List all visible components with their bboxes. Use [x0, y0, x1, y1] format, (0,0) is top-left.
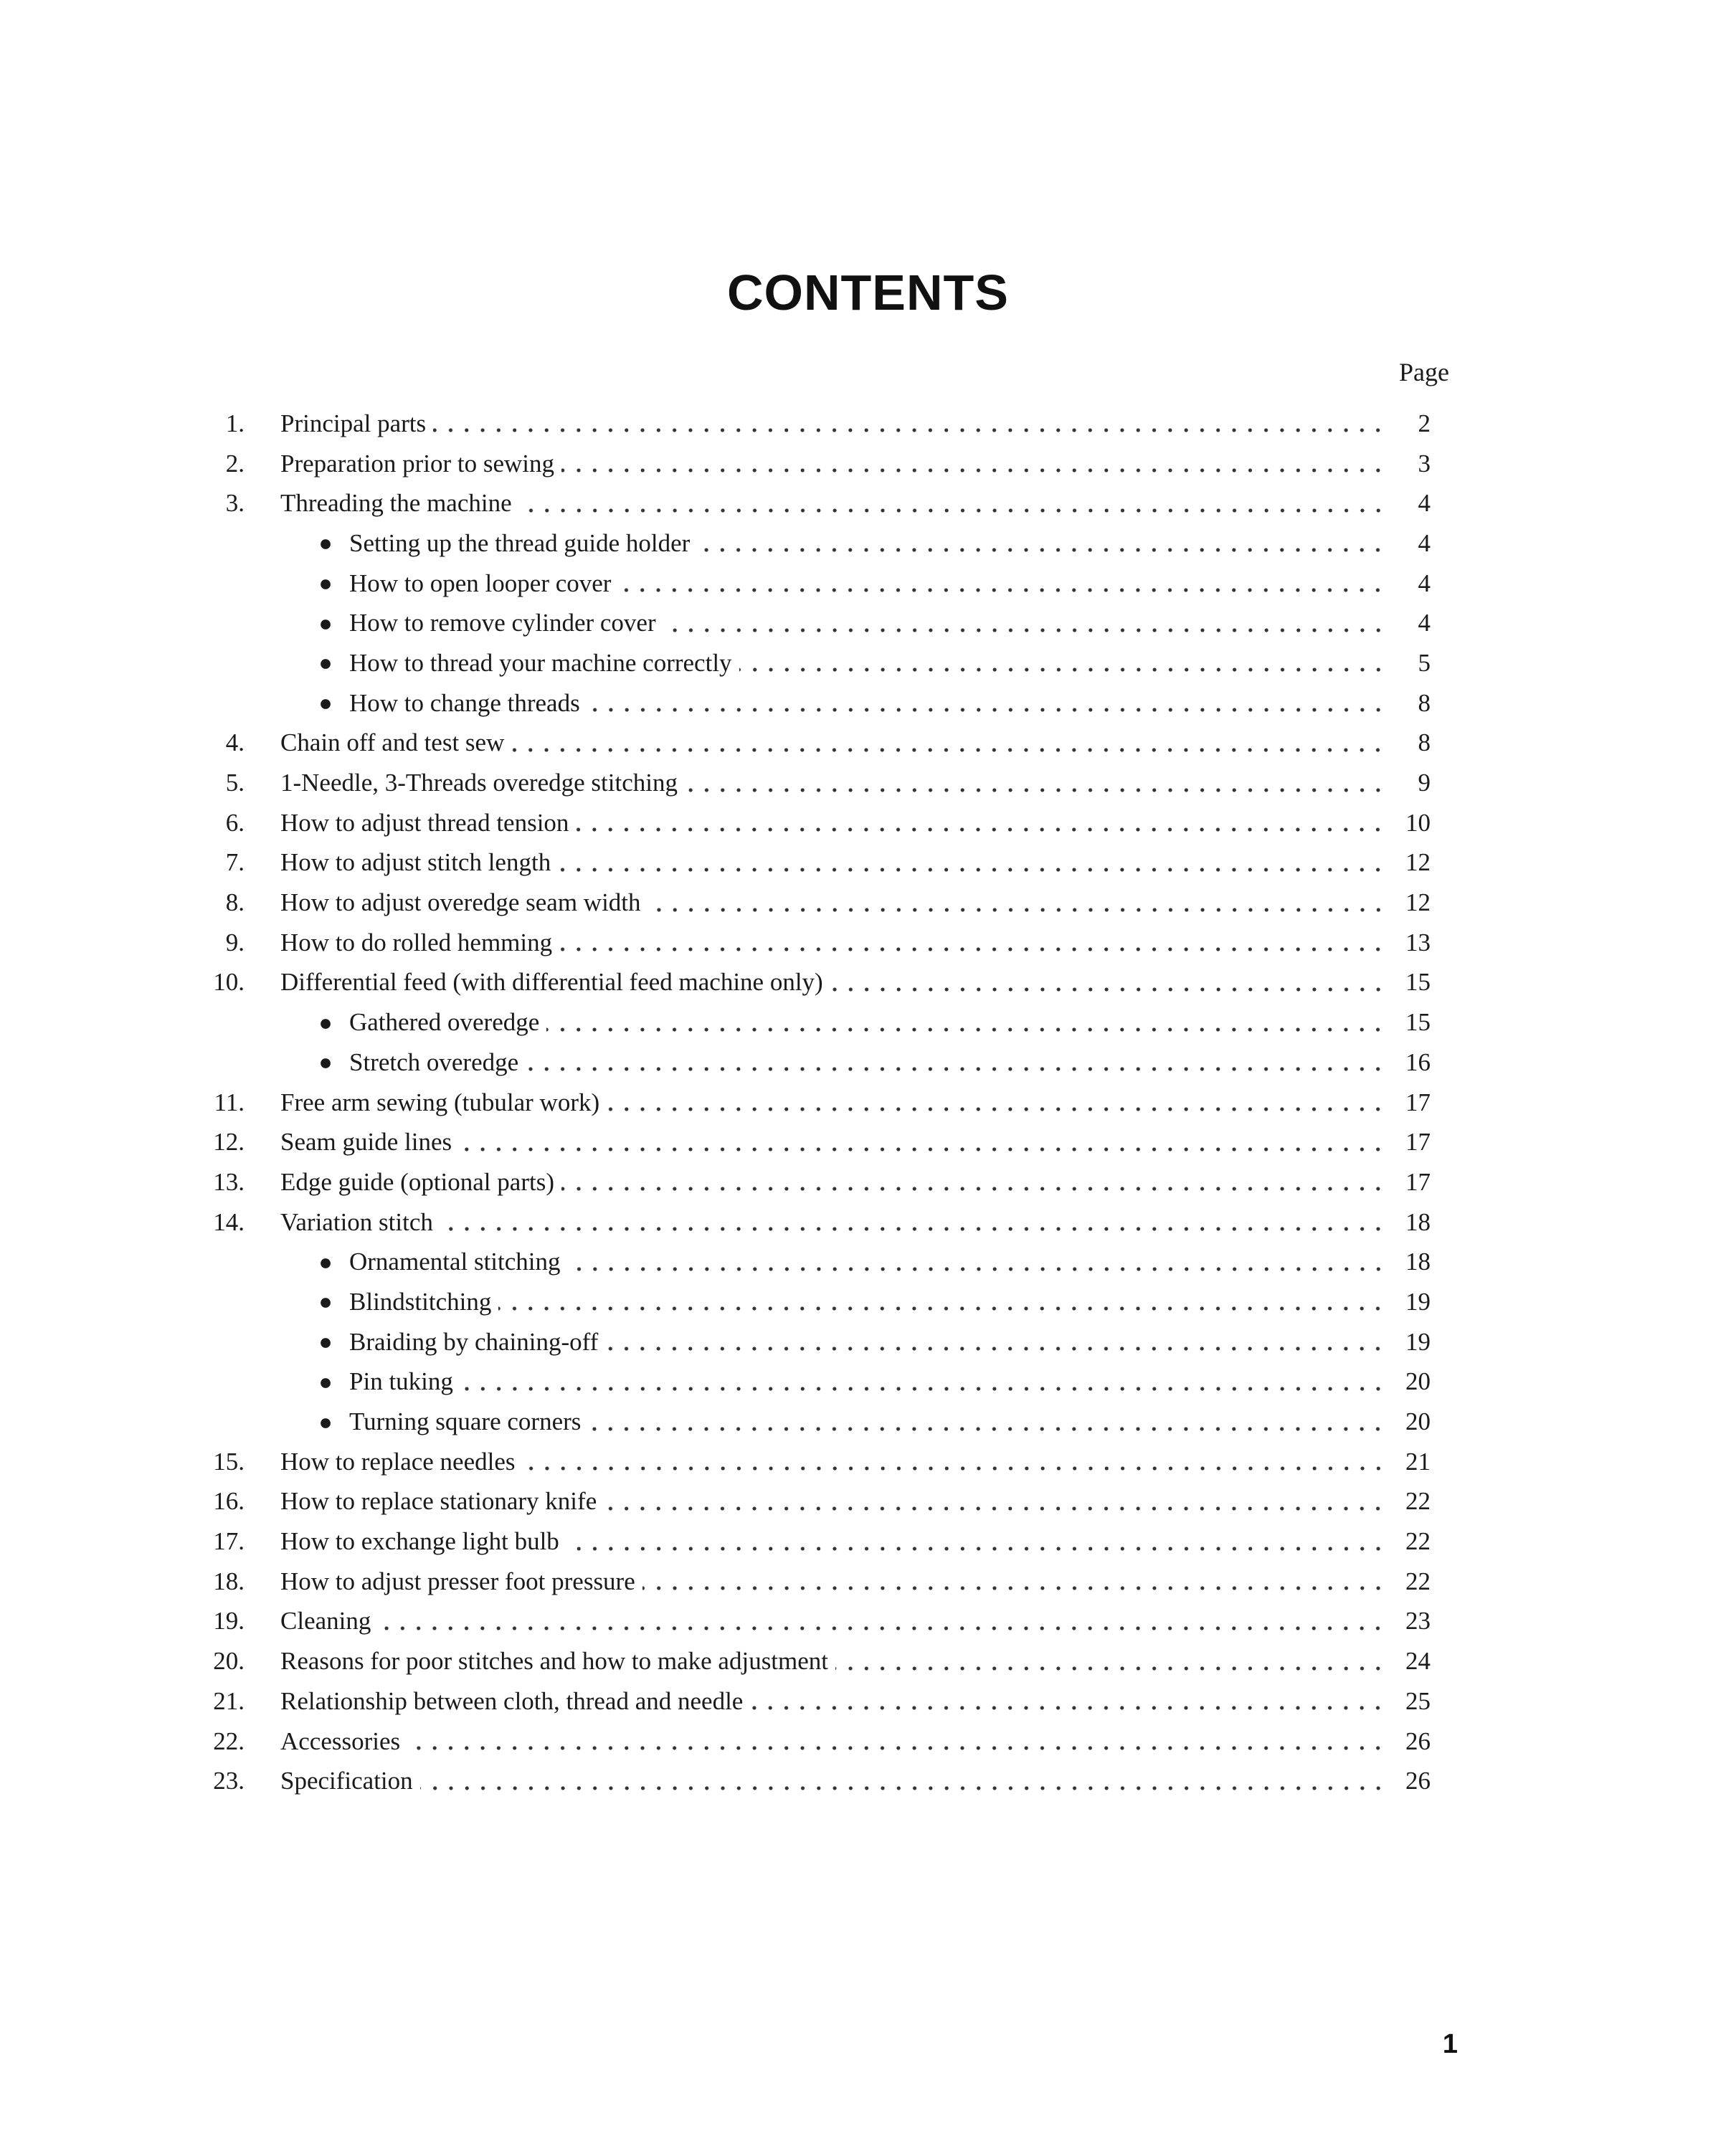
- toc-entry-page: 4: [1418, 609, 1431, 637]
- dot-leader: [561, 1169, 1386, 1195]
- toc-entry-label: Pin tuking: [349, 1367, 453, 1396]
- toc-entry-number: 16.: [213, 1487, 245, 1516]
- toc-entry-number: 8.: [225, 888, 245, 917]
- toc-entry-label: Gathered overedge: [349, 1008, 540, 1037]
- page-number: 1: [1442, 2029, 1458, 2059]
- toc-entry-page: 15: [1405, 968, 1431, 997]
- dot-leader: [607, 1090, 1386, 1115]
- toc-entry-label: Blindstitching: [349, 1287, 492, 1316]
- toc-entry: [190, 1322, 1431, 1362]
- bullet-icon: ●: [318, 1288, 333, 1315]
- toc-entry-page: 8: [1418, 728, 1431, 757]
- toc-entry: [190, 1043, 1431, 1083]
- toc-entry: [190, 1083, 1431, 1123]
- toc-entry-page: 17: [1405, 1088, 1431, 1116]
- toc-entry-number: 18.: [213, 1567, 245, 1595]
- toc-entry-page: 18: [1405, 1207, 1431, 1236]
- toc-entry-page: 8: [1418, 688, 1431, 717]
- toc-entry: [190, 843, 1431, 883]
- toc-entry-number: 19.: [213, 1607, 245, 1635]
- toc-entry-number: 22.: [213, 1727, 245, 1755]
- toc-entry-number: 20.: [213, 1647, 245, 1676]
- dot-leader: [519, 491, 1386, 516]
- toc-entry-label: Turning square corners: [349, 1407, 582, 1436]
- dot-leader: [566, 1529, 1386, 1554]
- toc-entry-page: 26: [1405, 1727, 1431, 1755]
- dot-leader: [378, 1609, 1386, 1634]
- toc-entry-label: Seam guide lines: [280, 1128, 452, 1157]
- toc-entry-page: 4: [1418, 489, 1431, 518]
- toc-entry-page: 22: [1405, 1527, 1431, 1556]
- toc-entry-label: How to adjust overedge seam width: [280, 888, 641, 917]
- dot-leader: [523, 1449, 1387, 1474]
- toc-entry: [190, 1362, 1431, 1402]
- toc-entry: [190, 643, 1431, 683]
- dot-leader: [605, 1329, 1386, 1354]
- toc-entry: [190, 444, 1431, 484]
- table-of-contents: [190, 404, 1431, 1801]
- toc-entry-label: How to adjust thread tension: [280, 808, 569, 837]
- toc-entry: [190, 1761, 1431, 1801]
- dot-leader: [604, 1489, 1386, 1514]
- dot-leader: [618, 571, 1386, 596]
- dot-leader: [420, 1769, 1386, 1794]
- toc-entry: [190, 1002, 1431, 1043]
- toc-entry: [190, 963, 1431, 1003]
- toc-entry-label: Variation stitch: [280, 1207, 433, 1236]
- dot-leader: [440, 1210, 1386, 1235]
- toc-entry-label: How to do rolled hemming: [280, 928, 553, 956]
- toc-entry-label: How to adjust presser foot pressure: [280, 1567, 635, 1595]
- toc-entry-page: 9: [1418, 769, 1431, 797]
- toc-entry: [190, 1641, 1431, 1681]
- toc-entry-label: Preparation prior to sewing: [280, 449, 554, 478]
- toc-entry-page: 22: [1405, 1487, 1431, 1516]
- dot-leader: [697, 531, 1386, 556]
- bullet-icon: ●: [318, 690, 333, 716]
- bullet-icon: ●: [318, 1049, 333, 1076]
- toc-entry-label: Cleaning: [280, 1607, 371, 1635]
- toc-entry-page: 2: [1418, 409, 1431, 437]
- toc-entry: [190, 923, 1431, 963]
- toc-entry-label: Specification: [280, 1767, 413, 1795]
- dot-leader: [559, 930, 1386, 955]
- toc-entry-label: Differential feed (with differential feed machine only): [280, 968, 823, 997]
- toc-entry-label: How to exchange light bulb: [280, 1527, 559, 1556]
- bullet-icon: ●: [318, 650, 333, 676]
- toc-entry-label: Threading the machine: [280, 489, 512, 518]
- bullet-icon: ●: [318, 530, 333, 556]
- dot-leader: [576, 810, 1386, 835]
- toc-entry-number: 23.: [213, 1767, 245, 1795]
- toc-entry-page: 12: [1405, 848, 1431, 877]
- toc-entry-page: 10: [1405, 808, 1431, 837]
- toc-entry-number: 5.: [225, 769, 245, 797]
- page-title: CONTENTS: [727, 265, 1009, 320]
- toc-entry: [190, 483, 1431, 523]
- toc-entry-page: 20: [1405, 1367, 1431, 1396]
- dot-leader: [663, 611, 1386, 636]
- toc-entry: [190, 564, 1431, 604]
- bullet-icon: ●: [318, 570, 333, 597]
- toc-entry-label: Principal parts: [280, 409, 427, 437]
- toc-entry: [190, 1602, 1431, 1642]
- dot-leader: [459, 1130, 1386, 1155]
- toc-entry-page: 3: [1418, 449, 1431, 478]
- toc-entry-label: Setting up the thread guide holder: [349, 528, 691, 557]
- toc-entry-number: 11.: [214, 1088, 245, 1116]
- bullet-icon: ●: [318, 1408, 333, 1435]
- toc-entry-label: Accessories: [280, 1727, 401, 1755]
- toc-entry: [190, 1562, 1431, 1602]
- toc-entry-number: 13.: [213, 1167, 245, 1196]
- toc-entry-page: 13: [1405, 928, 1431, 956]
- toc-entry-page: 17: [1405, 1128, 1431, 1157]
- dot-leader: [642, 1569, 1386, 1594]
- dot-leader: [568, 1250, 1386, 1275]
- toc-entry-number: 12.: [213, 1128, 245, 1157]
- toc-entry: [190, 1282, 1431, 1322]
- page-column-header: Page: [1399, 358, 1449, 386]
- toc-entry-page: 5: [1418, 648, 1431, 677]
- toc-entry: [190, 1442, 1431, 1482]
- toc-entry: [190, 1242, 1431, 1282]
- toc-entry: [190, 1681, 1431, 1722]
- bullet-icon: ●: [318, 1248, 333, 1275]
- toc-entry-label: 1-Needle, 3-Threads overedge stitching: [280, 769, 678, 797]
- dot-leader: [407, 1729, 1386, 1754]
- toc-entry-label: How to change threads: [349, 688, 580, 717]
- toc-entry-page: 26: [1405, 1767, 1431, 1795]
- dot-leader: [526, 1050, 1386, 1075]
- toc-entry: [190, 763, 1431, 803]
- toc-entry-label: Edge guide (optional parts): [280, 1167, 554, 1196]
- toc-entry-page: 20: [1405, 1407, 1431, 1436]
- dot-leader: [587, 690, 1386, 716]
- dot-leader: [460, 1369, 1386, 1395]
- toc-entry-label: How to remove cylinder cover: [349, 609, 656, 637]
- bullet-icon: ●: [318, 1329, 333, 1355]
- dot-leader: [750, 1689, 1386, 1714]
- toc-entry: [190, 1122, 1431, 1162]
- toc-entry-number: 1.: [225, 409, 245, 437]
- dot-leader: [830, 970, 1386, 995]
- toc-entry-number: 9.: [225, 928, 245, 956]
- dot-leader: [648, 891, 1386, 916]
- toc-entry-number: 10.: [213, 968, 245, 997]
- toc-entry: [190, 1202, 1431, 1243]
- toc-entry-page: 19: [1405, 1327, 1431, 1356]
- toc-entry: [190, 723, 1431, 764]
- toc-entry: [190, 1482, 1431, 1522]
- toc-entry-number: 4.: [225, 728, 245, 757]
- toc-entry-page: 24: [1405, 1647, 1431, 1676]
- dot-leader: [511, 731, 1386, 756]
- dot-leader: [835, 1649, 1386, 1674]
- toc-entry-label: How to replace stationary knife: [280, 1487, 597, 1516]
- toc-entry: [190, 803, 1431, 843]
- dot-leader: [685, 771, 1386, 796]
- bullet-icon: ●: [318, 609, 333, 636]
- toc-entry-number: 15.: [213, 1447, 245, 1476]
- toc-entry-number: 21.: [213, 1686, 245, 1715]
- toc-entry-page: 19: [1405, 1287, 1431, 1316]
- toc-entry: [190, 1162, 1431, 1202]
- dot-leader: [739, 650, 1386, 675]
- dot-leader: [433, 411, 1386, 436]
- toc-entry-label: Ornamental stitching: [349, 1248, 561, 1276]
- toc-entry-label: How to replace needles: [280, 1447, 516, 1476]
- toc-entry-label: Relationship between cloth, thread and needle: [280, 1686, 744, 1715]
- toc-entry-page: 17: [1405, 1167, 1431, 1196]
- toc-entry-page: 18: [1405, 1248, 1431, 1276]
- toc-entry-number: 2.: [225, 449, 245, 478]
- toc-entry-label: Free arm sewing (tubular work): [280, 1088, 600, 1116]
- toc-entry-page: 22: [1405, 1567, 1431, 1595]
- toc-entry-label: How to open looper cover: [349, 569, 612, 597]
- toc-entry: [190, 1722, 1431, 1762]
- toc-entry-label: Reasons for poor stitches and how to make adjustment: [280, 1647, 829, 1676]
- bullet-icon: ●: [318, 1009, 333, 1035]
- toc-entry-label: Braiding by chaining-off: [349, 1327, 599, 1356]
- toc-entry-page: 15: [1405, 1008, 1431, 1037]
- dot-leader: [561, 451, 1386, 476]
- dot-leader: [498, 1289, 1386, 1314]
- toc-entry-number: 6.: [225, 808, 245, 837]
- dot-leader: [558, 850, 1386, 875]
- toc-entry-number: 3.: [225, 489, 245, 518]
- toc-entry-label: Stretch overedge: [349, 1048, 519, 1076]
- toc-entry-number: 14.: [213, 1207, 245, 1236]
- dot-leader: [588, 1410, 1386, 1435]
- toc-entry: [190, 1402, 1431, 1442]
- toc-entry: [190, 883, 1431, 923]
- toc-entry-page: 25: [1405, 1686, 1431, 1715]
- toc-entry: [190, 523, 1431, 564]
- dot-leader: [546, 1010, 1386, 1035]
- toc-entry-page: 16: [1405, 1048, 1431, 1076]
- toc-entry: [190, 404, 1431, 444]
- toc-entry-number: 7.: [225, 848, 245, 877]
- toc-entry-page: 12: [1405, 888, 1431, 917]
- toc-entry: [190, 1521, 1431, 1562]
- toc-entry-number: 17.: [213, 1527, 245, 1556]
- toc-entry-page: 4: [1418, 569, 1431, 597]
- toc-entry: [190, 603, 1431, 643]
- toc-entry-label: How to thread your machine correctly: [349, 648, 732, 677]
- toc-entry-page: 21: [1405, 1447, 1431, 1476]
- toc-entry-page: 4: [1418, 528, 1431, 557]
- toc-entry-page: 23: [1405, 1607, 1431, 1635]
- toc-entry: [190, 683, 1431, 723]
- toc-entry-label: How to adjust stitch length: [280, 848, 551, 877]
- toc-entry-label: Chain off and test sew: [280, 728, 505, 757]
- bullet-icon: ●: [318, 1368, 333, 1395]
